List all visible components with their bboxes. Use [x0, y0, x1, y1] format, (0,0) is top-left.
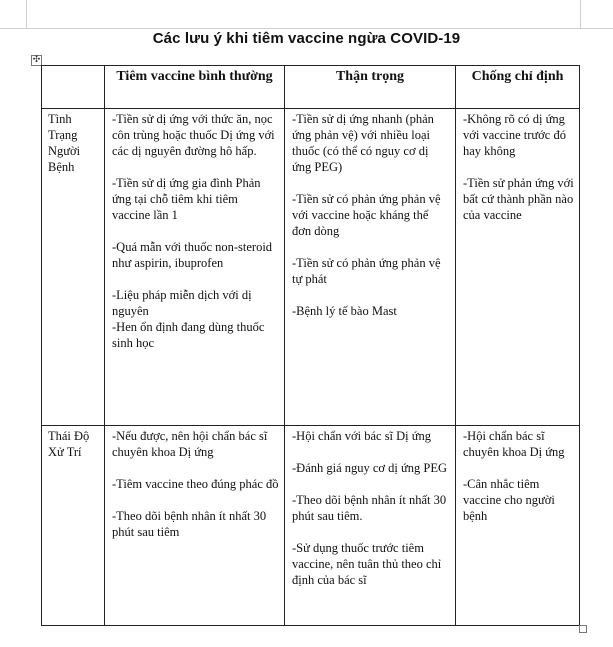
list-item: -Nếu được, nên hội chẩn bác sĩ chuyên khoa Dị ứng: [112, 429, 268, 459]
list-item: -Tiền sử có phản ứng phản vệ tự phát: [292, 256, 441, 286]
list-item: -Theo dõi bệnh nhân ít nhất 30 phút sau tiêm.: [292, 493, 447, 523]
list-item: -Liệu pháp miễn dịch với dị nguyên: [112, 288, 252, 318]
table-move-handle-icon[interactable]: ✣: [32, 55, 41, 65]
page-top-edge: [0, 28, 613, 29]
list-item: -Đánh giá nguy cơ dị ứng PEG: [292, 461, 448, 475]
list-item: -Sử dụng thuốc trước tiêm vaccine, nên tuân thủ theo chỉ định của bác sĩ: [292, 541, 442, 587]
page-right-margin-marker: [580, 0, 581, 28]
header-contraindication: Chống chỉ định: [456, 66, 580, 109]
row-label-handling: Thái Độ Xử Trí: [42, 426, 105, 626]
header-empty-cell: [42, 66, 105, 109]
cell-contraindication-handling: [456, 426, 580, 626]
list-item: -Hội chẩn bác sĩ chuyên khoa Dị ứng: [463, 429, 565, 459]
header-normal-vaccination: Tiêm vaccine bình thường: [105, 66, 285, 109]
list-item: -Cân nhắc tiêm vaccine cho người bệnh: [463, 477, 555, 523]
list-item: -Tiền sử có phản ứng phản vệ với vaccine hoặc kháng thể đơn dòng: [292, 192, 441, 238]
cell-normal-handling: [105, 426, 285, 626]
list-item: -Hội chẩn với bác sĩ Dị ứng: [292, 429, 432, 443]
list-item: -Tiền sử dị ứng với thức ăn, nọc côn trùng hoặc thuốc Dị ứng với các dị nguyên đường hô hấp.: [112, 112, 275, 158]
page-left-margin-marker: [26, 0, 27, 28]
list-item: -Quá mẫn với thuốc non-steroid như aspirin, ibuprofen: [112, 240, 273, 270]
vaccine-notes-table: [41, 65, 580, 626]
row-label-patient-status: Tình Trạng Người Bệnh: [42, 109, 105, 426]
header-caution: Thận trọng: [285, 66, 456, 109]
document-title: Các lưu ý khi tiêm vaccine ngừa COVID-19: [152, 30, 461, 47]
list-item: -Tiền sử dị ứng nhanh (phản ứng phản vệ) với nhiều loại thuốc (có thể có nguy cơ dị ứng PEG): [292, 112, 434, 174]
list-item: -Tiền sử dị ứng gia đình Phản ứng tại chỗ tiêm khi tiêm vaccine lần 1: [112, 176, 261, 222]
table-resize-handle[interactable]: [579, 625, 587, 633]
cell-caution-status: [285, 109, 456, 426]
table-row: [42, 426, 580, 626]
cell-normal-status: [105, 109, 285, 426]
list-item: -Theo dõi bệnh nhân ít nhất 30 phút sau tiêm: [112, 509, 267, 539]
cell-contraindication-status: [456, 109, 580, 426]
table-row: [42, 109, 580, 426]
list-item: -Hen ổn định đang dùng thuốc sinh học: [112, 320, 265, 350]
list-item: -Tiền sử phản ứng với bất cứ thành phần nào của vaccine: [463, 176, 574, 222]
list-item: -Bệnh lý tế bào Mast: [292, 304, 397, 318]
list-item: -Tiêm vaccine theo đúng phác đồ: [112, 477, 279, 491]
list-item: -Không rõ có dị ứng với vaccine trước đó hay không: [463, 112, 566, 158]
cell-caution-handling: [285, 426, 456, 626]
header-row: [42, 66, 580, 109]
